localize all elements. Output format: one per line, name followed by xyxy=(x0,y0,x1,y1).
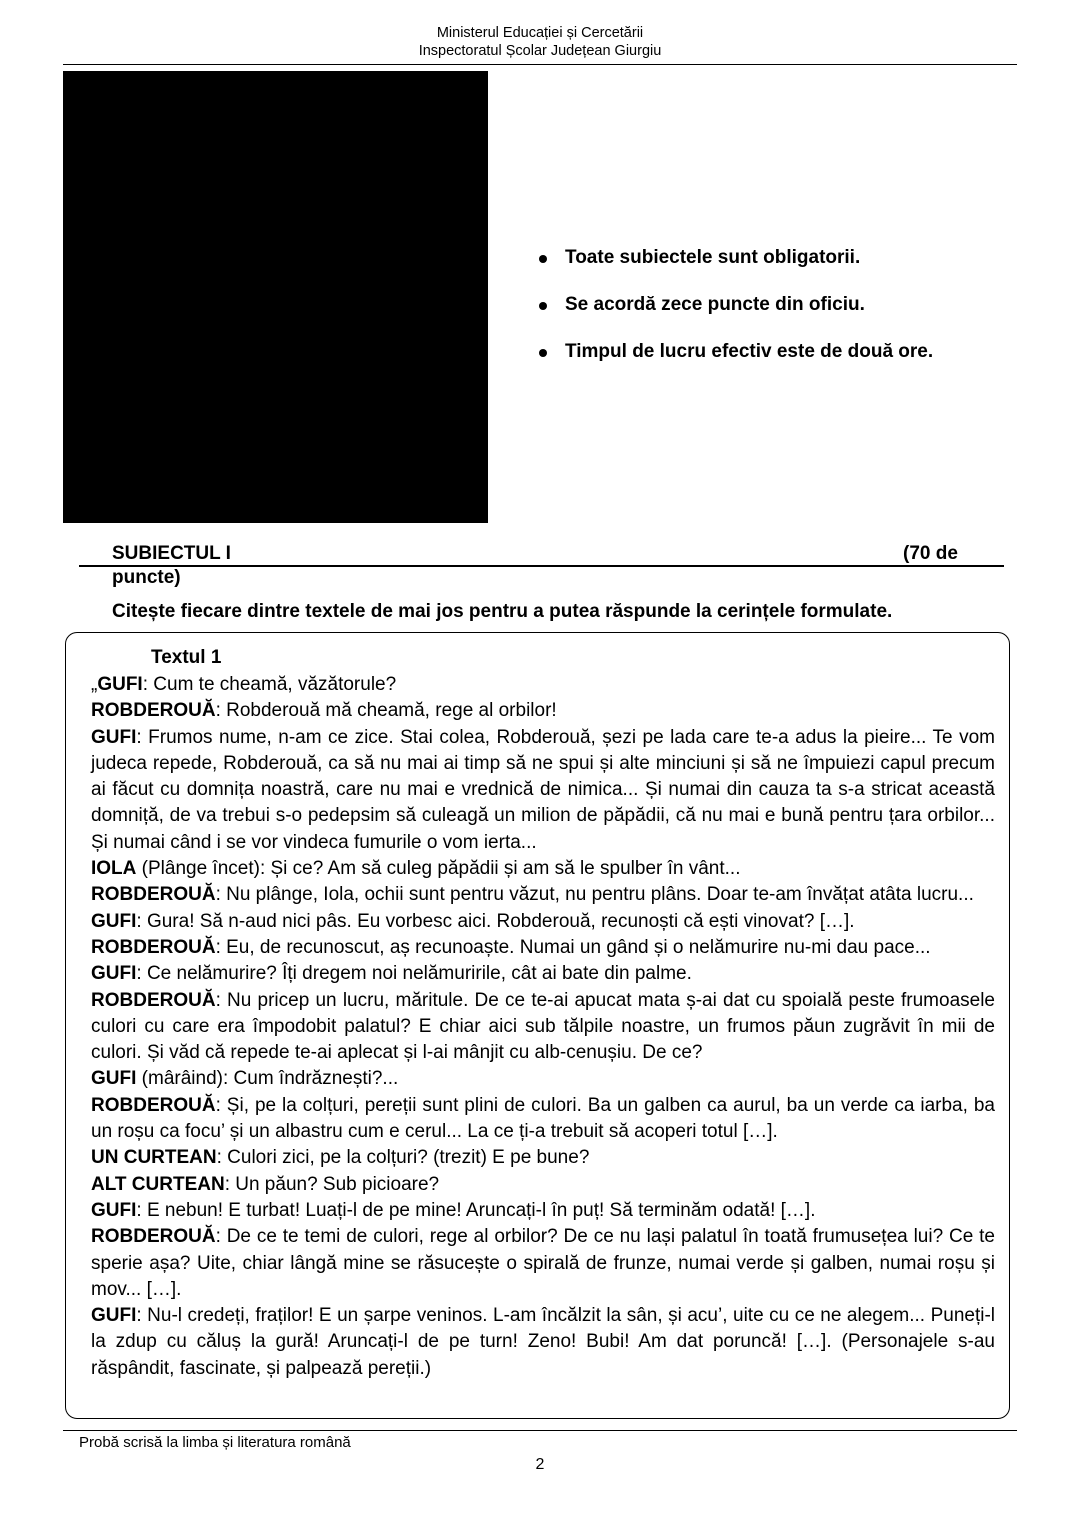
dialogue-line: GUFI: Ce nelămurire? Îți dregem noi nelămuririle, cât ai bate din palme. xyxy=(91,963,692,985)
text-title: Textul 1 xyxy=(151,647,222,668)
subject-instruction: Citește fiecare dintre textele de mai jos pentru a putea răspunde la cerințele formulate. xyxy=(112,601,893,622)
ministry-name: Ministerul Educației și Cercetării xyxy=(436,25,644,41)
speaker-name: ROBDEROUĂ xyxy=(91,884,216,906)
exam-rule-item: Timpul de lucru efectiv este de două ore. xyxy=(536,341,1006,363)
speaker-name: GUFI xyxy=(97,674,143,695)
speaker-name: GUFI xyxy=(91,1305,137,1327)
dialogue-line: ROBDEROUĂ: Nu pricep un lucru, măritule. De ce te-ai apucat mata ș-ai dat cu spoială peste frumoasele culori cu care era împodobit palatul? E chiar aici sub tălpile noastre, un frumos păun zugrăvit în mii de culori. Și văd că repede te-ai aplecat și l-ai mânjit cu alb-cenușiu. De ce? xyxy=(91,989,995,1064)
speaker-name: UN CURTEAN xyxy=(91,1147,217,1169)
page-number: 2 xyxy=(535,1456,545,1473)
inspectorate-name: Inspectoratul Școlar Județean Giurgiu xyxy=(418,43,662,59)
speaker-name: ROBDEROUĂ xyxy=(91,1094,216,1116)
bullet-icon xyxy=(539,255,547,263)
dialogue-line: ALT CURTEAN: Un păun? Sub picioare? xyxy=(91,1173,440,1195)
speaker-name: GUFI xyxy=(91,1068,137,1090)
exam-rule-item: Toate subiectele sunt obligatorii. xyxy=(536,247,1006,269)
dialogue-line: ROBDEROUĂ: Robderouă mă cheamă, rege al orbilor! xyxy=(91,700,557,722)
speaker-name: ALT CURTEAN xyxy=(91,1173,225,1195)
subject-points-tail: puncte) xyxy=(112,567,181,588)
speaker-name: ROBDEROUĂ xyxy=(91,700,216,722)
footer-divider xyxy=(63,1430,1017,1431)
speaker-name: GUFI xyxy=(91,910,137,932)
dialogue-line: „GUFI: Cum te cheamă, văzătorule? xyxy=(91,674,397,695)
dialogue-line: UN CURTEAN: Culori zici, pe la colțuri? (trezit) E pe bune? xyxy=(91,1147,590,1169)
speaker-name: ROBDEROUĂ xyxy=(91,936,216,958)
dialogue-line: GUFI: Gura! Să n-aud nici pâs. Eu vorbesc aici. Robderouă, recunoști că ești vinovat? […]. xyxy=(91,910,855,932)
speaker-name: GUFI xyxy=(91,963,137,985)
subject-title: SUBIECTUL I xyxy=(112,543,231,564)
header-divider xyxy=(63,64,1017,65)
dialogue-line: GUFI: Nu-l credeți, fraților! E un șarpe veninos. L-am încălzit la sân, și acu’, uite cu ce ne alegem... Puneți-l la zdup cu căluș la gură! Aruncați-l de pe turn! Zeno! Bubi! Am dat poruncă! […]. (Personajele s-au răspândit, fascinate, și palpează pereții.) xyxy=(91,1305,995,1379)
bullet-icon xyxy=(539,349,547,357)
dialogue-line: ROBDEROUĂ: De ce te temi de culori, rege al orbilor? De ce nu lași palatul în toată frumusețea lui? Ce te sperie așa? Uite, chiar lângă mine se răsucește o spirală de frunze, numai verde și galben, numai roșu și mov... […]. xyxy=(91,1226,995,1300)
exam-rule-item: Se acordă zece puncte din oficiu. xyxy=(536,294,1006,316)
bullet-icon xyxy=(539,302,547,310)
subject-points: (70 de xyxy=(903,543,958,564)
speaker-name: IOLA xyxy=(91,858,137,880)
dialogue-line: ROBDEROUĂ: Și, pe la colțuri, pereții sunt plini de culori. Ba un galben ca aurul, ba un verde ca iarba, ba un roșu ca focu’ și un albastru cum e cerul... La ce ți-a trebuit să acoperi totul […]. xyxy=(91,1094,995,1143)
speaker-name: ROBDEROUĂ xyxy=(91,1226,216,1248)
dialogue-line: GUFI (mârâind): Cum îndrăznești?... xyxy=(91,1068,399,1090)
dialogue-line: ROBDEROUĂ: Eu, de recunoscut, aș recunoaște. Numai un gând și o nelămurire nu-mi dau pace... xyxy=(91,936,931,958)
speaker-name: ROBDEROUĂ xyxy=(91,989,216,1011)
speaker-name: GUFI xyxy=(91,1199,137,1221)
subject-divider xyxy=(79,565,1004,567)
speaker-name: GUFI xyxy=(91,726,137,748)
redacted-block xyxy=(63,71,488,523)
dialogue-line: GUFI: E nebun! E turbat! Luați-l de pe mine! Aruncați-l în puț! Să terminăm odată! […]. xyxy=(91,1199,816,1221)
dialogue-line: IOLA (Plânge încet): Și ce? Am să culeg păpădii și am să le spulber în vânt... xyxy=(91,858,741,880)
dialogue-line: ROBDEROUĂ: Nu plânge, Iola, ochii sunt pentru văzut, nu pentru plâns. Doar te-am învățat atâta lucru... xyxy=(91,884,974,906)
exam-rules-list xyxy=(536,247,1006,388)
document-header xyxy=(0,24,1080,60)
footer-text: Probă scrisă la limba și literatura română xyxy=(79,1434,351,1451)
dialogue-text xyxy=(91,672,995,1382)
dialogue-line: GUFI: Frumos nume, n-am ce zice. Stai colea, Robderouă, șezi pe lada care te-a adus la pieire... Te vom judeca repede, Robderouă, ca să nu mai ai timp să ne spui și alte minciuni și să ne împuiezi capul precum ai făcut cu domnița noastră, care nu mai e vrednică de nimica... Și numai din cauza ta s-a stricat această domniță, de va trebui s-o pedepsim să culeagă un milion de păpădii, că nu mai e bună pentru țara orbilor... Și numai când i se vor vindeca fumurile o vom ierta... xyxy=(91,726,995,853)
